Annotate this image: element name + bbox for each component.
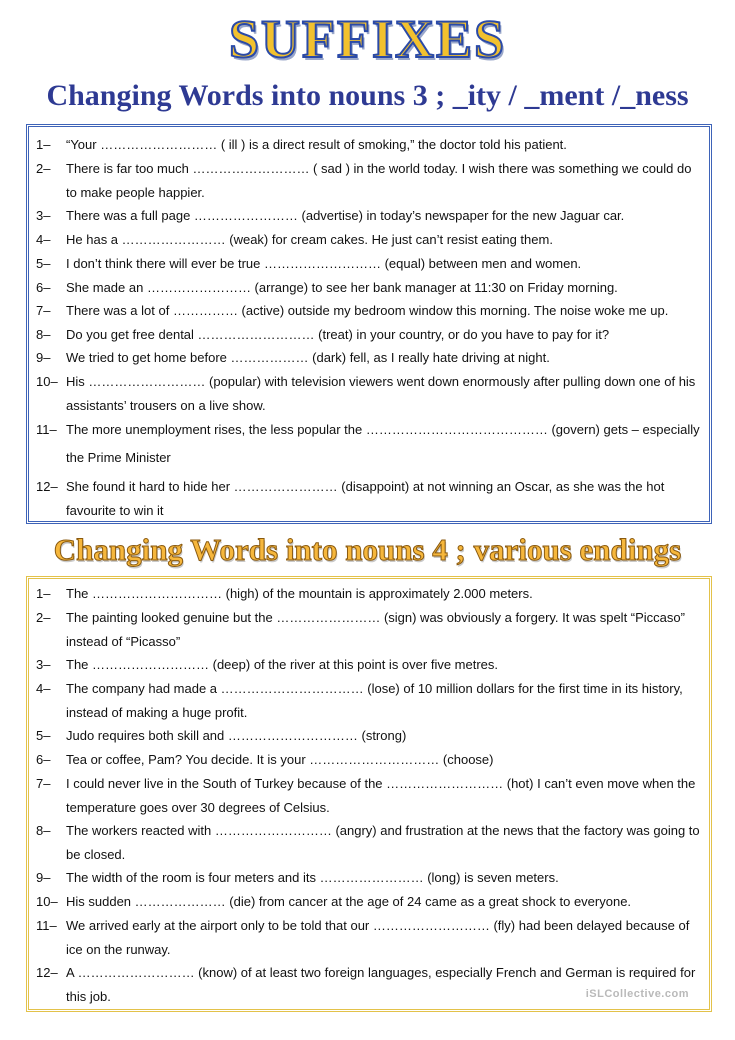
exercise-item [36,914,704,962]
exercise-number: 1– [36,137,51,152]
exercise-text: He has a …………………… (weak) for cream cakes. He just can’t resist eating them. [66,232,553,247]
exercise-number: 7– [36,776,51,791]
exercise-number: 2– [36,161,51,176]
exercise-text: She found it hard to hide her …………………… (disappoint) at not winning an Oscar, as she was the hot favourite to win it [66,479,665,518]
page-title: SUFFIXES [228,9,507,69]
exercise-number: 7– [36,303,51,318]
exercise-item [36,252,704,276]
exercise-item [36,204,704,228]
exercise-text: The workers reacted with ……………………… (angry) and frustration at the news that the factory was going to be closed. [66,823,700,862]
exercise-item [36,370,704,418]
exercise-item [36,475,704,523]
exercise-text: His ……………………… (popular) with television viewers went down enormously after pulling down one of his assistants’ trousers on a live show. [66,374,696,413]
exercise-text: Tea or coffee, Pam? You decide. It is your ………………………… (choose) [66,752,494,767]
exercise-text: The width of the room is four meters and its …………………… (long) is seven meters. [66,870,559,885]
exercise-text: We tried to get home before ……………… (dark) fell, as I really hate driving at night. [66,350,550,365]
exercise-text: I don’t think there will ever be true ……………………… (equal) between men and women. [66,256,582,271]
exercise-number: 3– [36,208,51,223]
exercise-number: 2– [36,610,51,625]
exercise-number: 4– [36,232,51,247]
exercise-text: His sudden ………………… (die) from cancer at the age of 24 came as a great shock to everyone. [66,894,632,909]
exercise-text: She made an …………………… (arrange) to see her bank manager at 11:30 on Friday morning. [66,280,618,295]
exercise-text: I could never live in the South of Turkey because of the ……………………… (hot) I can’t even move when the temperature goes over 30 degrees of Celsius. [66,776,696,815]
exercise-item [36,724,704,748]
exercise-text: Judo requires both skill and ………………………… (strong) [66,728,407,743]
exercise-item [36,133,704,157]
exercise-text: A ……………………… (know) of at least two foreign languages, especially French and German is required for this job. [66,965,696,1004]
exercise-item [36,653,704,677]
exercise-number: 3– [36,657,51,672]
exercise-text: The company had made a …………………………… (lose) of 10 million dollars for the first time in its history, instead of making a huge profit. [66,681,683,720]
exercise-number: 11– [36,918,57,933]
exercise-number: 9– [36,350,51,365]
exercise-number: 9– [36,870,51,885]
exercise-number: 1– [36,586,51,601]
exercise-item [36,866,704,890]
section-1-heading: Changing Words into nouns 3 ; _ity / _ment /_ness [46,79,689,112]
section-2-heading: Changing Words into nouns 4 ; various endings [53,532,682,567]
exercise-number: 4– [36,681,51,696]
watermark: iSLCollective.com [585,988,689,1000]
exercise-item [36,606,704,654]
exercise-text: The ………………………… (high) of the mountain is approximately 2.000 meters. [66,586,533,601]
exercise-number: 8– [36,327,51,342]
exercise-item [36,890,704,914]
exercise-text: We arrived early at the airport only to be told that our ……………………… (fly) had been delayed because of ice on the runway. [66,918,690,957]
exercise-item [36,276,704,300]
exercise-text: The painting looked genuine but the …………………… (sign) was obviously a forgery. It was spelt “Piccaso” instead of “Picasso” [66,610,685,649]
exercise-text: The ……………………… (deep) of the river at this point is over five metres. [66,657,499,672]
exercise-number: 8– [36,823,51,838]
exercise-text: Do you get free dental ……………………… (treat) in your country, or do you have to pay for it? [66,327,610,342]
exercise-number: 10– [36,374,58,389]
exercise-item [36,677,704,725]
exercise-text: There was a full page …………………… (advertise) in today’s newspaper for the new Jaguar car. [66,208,625,223]
exercise-item [36,961,704,1009]
exercise-number: 6– [36,752,51,767]
exercise-item [36,748,704,772]
exercise-text: There is far too much ……………………… ( sad ) in the world today. I wish there was something we could do to make people happier. [66,161,692,200]
exercise-number: 5– [36,256,51,271]
exercise-text: “Your ……………………… ( ill ) is a direct result of smoking,” the doctor told his patient. [66,137,567,152]
exercise-item [36,418,704,472]
exercise-item [36,228,704,252]
exercise-item [36,323,704,347]
exercise-number: 12– [36,479,58,494]
exercise-number: 10– [36,894,58,909]
exercise-item [36,157,704,205]
exercise-item [36,582,704,606]
exercise-item [36,346,704,370]
exercise-text: The more unemployment rises, the less popular the …………………………………… (govern) gets – especially the Prime Minister [66,422,700,465]
exercise-number: 11– [36,422,57,437]
exercise-item [36,772,704,820]
exercise-item [36,819,704,867]
exercise-number: 6– [36,280,51,295]
exercise-number: 5– [36,728,51,743]
exercise-text: There was a lot of …………… (active) outside my bedroom window this morning. The noise woke me up. [66,303,669,318]
exercise-item [36,299,704,323]
exercise-number: 12– [36,965,58,980]
